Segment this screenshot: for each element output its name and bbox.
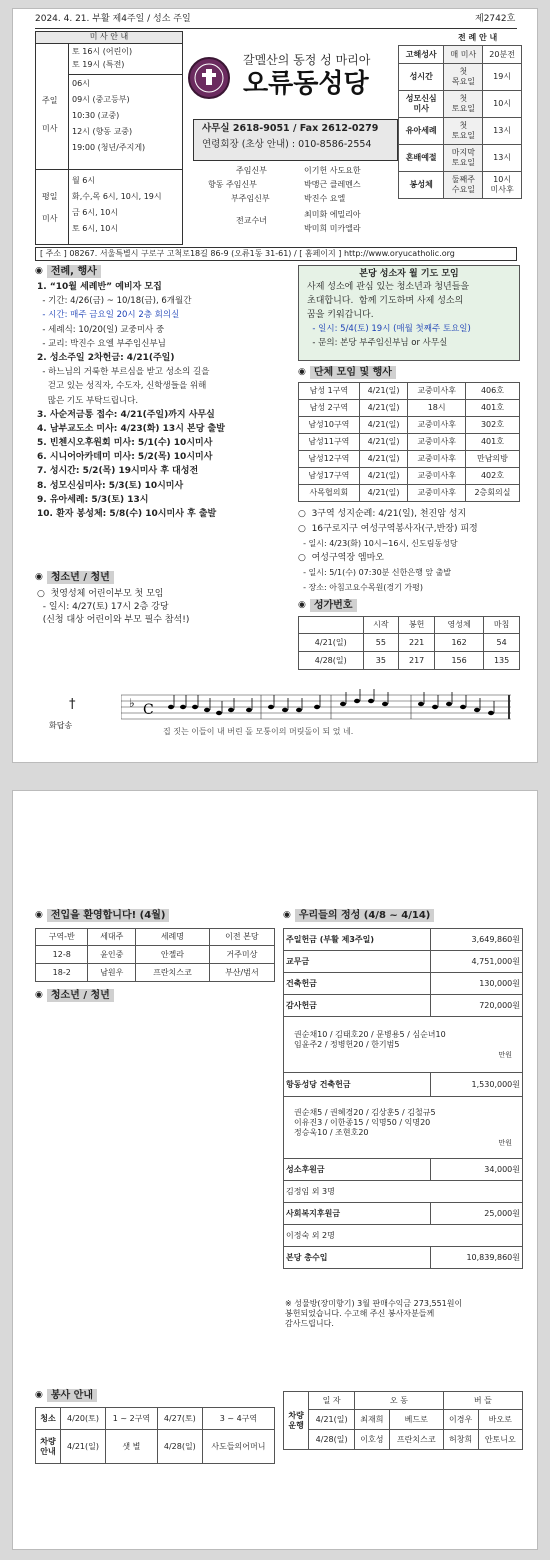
hymn-cell: 221: [399, 634, 435, 652]
liturgy-item: 6. 시니어아카데미 미사: 5/2(목) 10시미사: [37, 452, 213, 463]
section-bullet-icon: ◉: [35, 572, 43, 582]
group-extra-item: ○ 16구로지구 여성구역봉사자(구,반장) 피정: [298, 523, 478, 534]
section-bullet-icon: ◉: [35, 910, 43, 920]
flat-icon: ♭: [129, 696, 135, 710]
music-note: [368, 699, 374, 703]
youth2-title: 청소년 / 청년: [47, 989, 114, 1002]
liturgy-item: 8. 성모신심미사: 5/3(토) 10시미사: [37, 480, 184, 491]
group-cell: 남성12구역: [299, 451, 360, 468]
group-cell: 4/21(일): [359, 434, 408, 451]
liturgy-item: 4. 남부교도소 미사: 4/23(화) 13시 본당 출발: [37, 423, 225, 434]
music-note: [382, 702, 388, 706]
sun-mass-3: 10:30 (교중): [72, 111, 120, 120]
weekday-mass-label: 미사: [42, 214, 58, 223]
hymn-cell: 4/21(일): [299, 634, 364, 652]
worship-cell: 성시간: [399, 64, 444, 91]
music-note: [314, 705, 320, 709]
music-note: [180, 705, 186, 709]
group-extra-item: - 일시: 5/1(수) 07:30분 신한은행 앞 출발: [298, 568, 452, 577]
psalm-staff: [121, 689, 513, 731]
sat-mass-1: 토 16시 (어린이): [72, 47, 133, 56]
music-note: [340, 702, 346, 706]
hymn-cell: 156: [435, 652, 484, 670]
worship-cell: 첫 토요일: [444, 118, 483, 145]
section-bullet-icon: ◉: [35, 1390, 43, 1400]
bulletin-date: 2024. 4. 21. 부활 제4주일 / 성소 주일: [35, 14, 191, 24]
build-donors-3: 정승욱10 / 조현호20: [294, 1127, 369, 1137]
groups-table: [298, 382, 520, 502]
liturgy-title: 전례, 행사: [47, 265, 101, 278]
welfare-label: 사회복지후원금: [284, 1203, 431, 1225]
hymn-head: 봉헌: [399, 617, 435, 634]
vocation-donors: 김정임 외 3명: [284, 1181, 523, 1203]
liturgy-item: - 하느님의 거룩한 부르심을 받고 성소의 길을: [37, 367, 210, 378]
music-note: [204, 708, 210, 712]
hymns-table: [298, 616, 520, 670]
worship-cell: 20분전: [483, 46, 522, 64]
service-header: [35, 1389, 97, 1402]
worship-cell: 13시: [483, 145, 522, 172]
hymn-cell: 55: [363, 634, 399, 652]
worship-cell: 10시 미사후: [483, 172, 522, 199]
hymn-head: 시작: [363, 617, 399, 634]
hymn-cell: 4/28(일): [299, 652, 364, 670]
mass-schedule: [35, 31, 183, 245]
group-cell: 사목협의회: [299, 485, 360, 502]
worship-cell: 13시: [483, 118, 522, 145]
hymns-title: 성가번호: [310, 599, 357, 612]
group-cell: 4/21(일): [359, 417, 408, 434]
section-bullet-icon: ◉: [298, 600, 306, 610]
group-cell: 남성17구역: [299, 468, 360, 485]
group-cell: 401호: [465, 400, 519, 417]
group-cell: 2층회의실: [465, 485, 519, 502]
music-note: [446, 702, 452, 706]
group-extra-item: - 일시: 4/23(화) 10시~16시, 신도림동성당: [298, 539, 458, 548]
hymn-head: [299, 617, 364, 634]
welcome-head: 이전 본당: [209, 929, 274, 946]
worship-cell: 10시: [483, 91, 522, 118]
psalm-lyrics: 집 짓는 이들이 내 버린 돌 모퉁이의 머릿돌이 되 었 네.: [163, 727, 354, 736]
group-cell: 남성11구역: [299, 434, 360, 451]
music-note: [354, 699, 360, 703]
svc-r1-c4: 3 ~ 4구역: [202, 1408, 274, 1430]
parish-logo: [188, 57, 230, 99]
group-cell: 401호: [465, 434, 519, 451]
youth-item: - 일시: 4/27(토) 17시 2층 강당: [37, 602, 169, 612]
vehicle-table: [283, 1391, 523, 1450]
sunday-label: 주일: [42, 96, 58, 105]
hymn-head: 마침: [484, 617, 520, 634]
hymns-header: [298, 599, 357, 612]
prayer-title: 본당 성소자 월 기도 모임: [359, 269, 459, 279]
sun-mass-4: 12시 (향동 교중): [72, 127, 133, 136]
group-extra-item: ○ 3구역 성지순례: 4/21(일), 천진암 성지: [298, 509, 467, 519]
youth-list: [37, 589, 189, 628]
sunday-offering-label: 주일헌금 (부활 제3주일): [284, 929, 431, 951]
prayer-line: - 일시: 5/4(토) 19시 (매월 첫째주 토요일): [307, 324, 471, 334]
welcome-cell: 부산/범서: [209, 964, 274, 982]
thanks-amount: 720,000원: [430, 995, 522, 1017]
music-note: [168, 705, 174, 709]
bulletin-page-2: [12, 790, 538, 1550]
won-unit: 만원: [498, 1138, 512, 1147]
welcome-head: 세대주: [88, 929, 136, 946]
parish-emblem-icon: [190, 59, 228, 97]
offering-title: 우리들의 정성 (4/8 ~ 4/14): [295, 909, 435, 922]
group-cell: 교중미사후: [408, 485, 466, 502]
thanks-donors-2: 임윤주2 / 정병헌20 / 한기범5: [294, 1039, 400, 1049]
welcome-cell: 윤인중: [88, 946, 136, 964]
group-cell: 4/21(일): [359, 468, 408, 485]
liturgy-item: 2. 성소주일 2차헌금: 4/21(주일): [37, 352, 175, 363]
section-bullet-icon: ◉: [35, 266, 43, 276]
clergy-role-4: 전교수녀: [236, 216, 267, 225]
sun-mass-1: 06시: [72, 79, 90, 88]
music-note: [216, 711, 222, 715]
music-note: [192, 705, 198, 709]
service-table: [35, 1407, 275, 1464]
liturgy-item: 5. 빈첸시오후원회 미사: 5/1(수) 10시미사: [37, 438, 213, 449]
common-time-icon: C: [143, 702, 154, 718]
weekday-mon: 월 6시: [72, 176, 96, 185]
vh-r1-c1: 4/21(일): [309, 1410, 355, 1430]
liturgy-item: - 시간: 매주 금요일 20시 2층 회의실: [37, 310, 180, 321]
group-extra-item: - 장소: 아침고요수목원(경기 가평): [298, 582, 424, 592]
parish-motto: 갈멜산의 동정 성 마리아: [243, 53, 371, 67]
liturgy-item: 9. 유아세례: 5/3(토) 13시: [37, 494, 149, 505]
svc-r2-c3: 4/28(일): [157, 1430, 202, 1464]
welcome-cell: 프란치스코: [136, 964, 210, 982]
sun-mass-2: 09시 (중고등부): [72, 95, 130, 104]
group-cell: 남성 1구역: [299, 383, 360, 400]
music-note: [268, 705, 274, 709]
vehicle-label: 차량 운행: [284, 1392, 309, 1450]
cross-icon: †: [69, 697, 76, 712]
group-cell: 402호: [465, 468, 519, 485]
group-cell: 교중미사후: [408, 451, 466, 468]
prayer-line: - 문의: 본당 부주임신부님 or 사무실: [307, 338, 448, 348]
group-cell: 교중미사후: [408, 434, 466, 451]
psalm-label: 화답송: [49, 721, 73, 730]
worship-cell: 매 미사: [444, 46, 483, 64]
clergy-name-2: 박맹근 클레멘스: [304, 180, 361, 189]
youth-item: ○ 첫영성체 어린이부모 첫 모임: [37, 589, 164, 599]
vh-r2-c3: 프란치스코: [389, 1430, 443, 1450]
group-cell: 교중미사후: [408, 417, 466, 434]
clergy-role-2: 향동 주임신부: [208, 180, 257, 189]
service-title: 봉사 안내: [47, 1389, 97, 1402]
liturgy-item: 7. 성시간: 5/2(목) 19시미사 후 대성전: [37, 466, 199, 477]
svc-r1-c3: 4/27(토): [157, 1408, 202, 1430]
guide-label: 차량 안내: [36, 1430, 61, 1464]
welfare-donors: 이정숙 외 2명: [284, 1225, 523, 1247]
build-donors-2: 이유진3 / 이한종15 / 익명50 / 익명20: [294, 1117, 431, 1127]
vh-r1-c5: 바오로: [478, 1410, 522, 1430]
weekday-fri: 금 6시, 10시: [72, 208, 119, 217]
vh-r1-c4: 이경우: [443, 1410, 478, 1430]
build-donors-1: 권순채5 / 권혜경20 / 김상훈5 / 김철규5: [294, 1107, 436, 1117]
clergy-name-4: 최미화 에밀리아: [304, 210, 361, 219]
vh-date: 일 자: [309, 1392, 355, 1410]
worship-cell: 19시: [483, 64, 522, 91]
groups-header: [298, 366, 396, 379]
offering-note: [285, 1299, 462, 1329]
mass-schedule-title: 미 사 안 내: [36, 32, 182, 44]
vh-beodeul: 버 들: [443, 1392, 522, 1410]
youth2-header: [35, 989, 114, 1002]
building-amount: 130,000원: [430, 973, 522, 995]
weekday-label: 평일: [42, 192, 58, 201]
hymn-head: 영성체: [435, 617, 484, 634]
clean-label: 청소: [36, 1408, 61, 1430]
bulletin-page-1: [12, 8, 538, 763]
worship-cell: 첫 목요일: [444, 64, 483, 91]
building-label: 건축헌금: [284, 973, 431, 995]
funeral-contact: 연령회장 (초상 안내) : 010-8586-2554: [202, 139, 372, 150]
groups-extra: [298, 509, 478, 596]
vh-r2-c5: 안토니오: [478, 1430, 522, 1450]
hymn-cell: 162: [435, 634, 484, 652]
prayer-meeting-box: [298, 265, 520, 361]
welcome-header: [35, 909, 169, 922]
offering-table: [283, 928, 523, 1269]
section-bullet-icon: ◉: [283, 910, 291, 920]
sun-mass-5: 19:00 (청년/주지게): [72, 143, 146, 152]
vh-r2-c2: 이호성: [354, 1430, 389, 1450]
vh-r2-c1: 4/28(일): [309, 1430, 355, 1450]
group-cell: 교중미사후: [408, 383, 466, 400]
music-note: [246, 708, 252, 712]
hymn-cell: 135: [484, 652, 520, 670]
clergy-role-3: 부주임신부: [231, 194, 270, 203]
liturgy-item: 많은 기도 부탁드립니다.: [37, 395, 139, 406]
hangdong-label: 항동성당 건축헌금: [284, 1073, 431, 1097]
section-bullet-icon: ◉: [35, 990, 43, 1000]
sat-mass-2: 토 19시 (특전): [72, 60, 125, 69]
worship-cell: 마지막 토요일: [444, 145, 483, 172]
thanks-donors-1: 권순채10 / 김태호20 / 문병용5 / 심순녀10: [294, 1029, 446, 1039]
note-line-1: ※ 성물방(장미향기) 3월 판매수익금 273,551원이: [285, 1299, 463, 1308]
offering-header: [283, 909, 434, 922]
group-cell: 교중미사후: [408, 468, 466, 485]
total-label: 본당 총수입: [284, 1247, 431, 1269]
youth-item: (신청 대상 어린이와 부모 필수 참석!): [37, 615, 190, 625]
parish-name: 오류동성당: [243, 69, 369, 99]
group-cell: 만남의방: [465, 451, 519, 468]
prayer-line: 초대합니다. 함께 기도하며 사제 성소의: [307, 296, 464, 306]
group-cell: 406호: [465, 383, 519, 400]
welcome-cell: 안젤라: [136, 946, 210, 964]
worship-cell: 유아세례: [399, 118, 444, 145]
vh-r1-c2: 최재희: [354, 1410, 389, 1430]
group-cell: 4/21(일): [359, 451, 408, 468]
music-note: [282, 708, 288, 712]
group-cell: 남성 2구역: [299, 400, 360, 417]
parish-address: [ 주소 ] 08267. 서울특별시 구로구 고척로18길 86-9 (오류1동 31-61) / [ 홈페이지 ] http://www.oryucatholic.org: [35, 247, 517, 261]
clergy-name-1: 이기헌 사도요한: [304, 166, 361, 175]
welcome-head: 세례명: [136, 929, 210, 946]
liturgy-item: 10. 환자 봉성체: 5/8(수) 10시미사 후 출발: [37, 509, 217, 519]
prayer-line: 사제 성소에 관심 있는 청소년과 청년들을: [307, 282, 470, 292]
group-cell: 18시: [408, 400, 466, 417]
worship-title: 전 례 안 내: [458, 33, 498, 42]
youth-title: 청소년 / 청년: [47, 571, 114, 584]
svc-r2-c2: 샛 별: [106, 1430, 158, 1464]
note-line-2: 봉헌되었습니다. 수고해 주신 봉사자분들께: [285, 1309, 435, 1318]
vocation-amount: 34,000원: [430, 1159, 522, 1181]
worship-cell: 첫 토요일: [444, 91, 483, 118]
welcome-cell: 18-2: [36, 964, 88, 982]
welcome-head: 구역-반: [36, 929, 88, 946]
music-note: [432, 705, 438, 709]
worship-cell: 둘째주 수요일: [444, 172, 483, 199]
note-line-3: 감사드립니다.: [285, 1319, 334, 1328]
welcome-cell: 거주미상: [209, 946, 274, 964]
group-cell: 4/21(일): [359, 400, 408, 417]
worship-cell: 봉성체: [399, 172, 444, 199]
section-bullet-icon: ◉: [298, 367, 306, 377]
thanks-label: 감사헌금: [284, 995, 431, 1017]
group-cell: 4/21(일): [359, 383, 408, 400]
mass-label: 미사: [42, 124, 58, 133]
music-note: [460, 705, 466, 709]
vocation-label: 성소후원금: [284, 1159, 431, 1181]
worship-cell: 고해성사: [399, 46, 444, 64]
issue-number: 제2742호: [475, 14, 516, 24]
worship-table: [398, 45, 522, 199]
vh-odong: 오 동: [354, 1392, 443, 1410]
welcome-title: 전입을 환영합니다! (4월): [47, 909, 170, 922]
liturgy-item: 걷고 있는 성직자, 수도자, 신학생들을 위해: [37, 381, 207, 392]
welcome-cell: 12-8: [36, 946, 88, 964]
hymn-cell: 54: [484, 634, 520, 652]
welcome-table: [35, 928, 275, 982]
weekday-tue-thu: 화,수,목 6시, 10시, 19시: [72, 192, 162, 201]
welcome-cell: 남원우: [88, 964, 136, 982]
liturgy-list: [37, 282, 225, 523]
youth-header: [35, 571, 114, 584]
group-extra-item: ○ 여성구역장 엠마오: [298, 552, 384, 563]
svc-r2-c1: 4/21(일): [60, 1430, 105, 1464]
svc-r2-c4: 사도들의어머니: [202, 1430, 274, 1464]
welfare-amount: 25,000원: [430, 1203, 522, 1225]
contact-box: [193, 119, 398, 161]
music-note: [228, 708, 234, 712]
worship-cell: 성모신심 미사: [399, 91, 444, 118]
liturgy-item: - 세례식: 10/20(일) 교중미사 중: [37, 324, 165, 335]
liturgy-item: 3. 사순저금통 접수: 4/21(주일)까지 사무실: [37, 409, 215, 420]
vh-r2-c4: 허창희: [443, 1430, 478, 1450]
total-amount: 10,839,860원: [430, 1247, 522, 1269]
clergy-name-5: 박미희 미카엘라: [304, 224, 361, 233]
music-note: [418, 702, 424, 706]
liturgy-item: - 기간: 4/26(금) ~ 10/18(금), 6개월간: [37, 296, 192, 307]
hymn-cell: 35: [363, 652, 399, 670]
worship-cell: 혼배예절: [399, 145, 444, 172]
music-note: [488, 711, 494, 715]
svc-r1-c1: 4/20(토): [60, 1408, 105, 1430]
svc-r1-c2: 1 ~ 2구역: [106, 1408, 158, 1430]
office-phone: 사무실 2618-9051 / Fax 2612-0279: [202, 123, 379, 134]
group-cell: 4/21(일): [359, 485, 408, 502]
liturgy-item: - 교리: 박진수 요엘 부주임신부님: [37, 338, 166, 349]
hangdong-amount: 1,530,000원: [430, 1073, 522, 1097]
won-unit: 만원: [498, 1050, 512, 1059]
clergy-role-1: 주임신부: [236, 166, 267, 175]
dues-label: 교무금: [284, 951, 431, 973]
prayer-line: 꿈을 키워갑니다.: [307, 310, 374, 320]
sunday-offering-amount: 3,649,860원: [430, 929, 522, 951]
vh-r1-c3: 베드로: [389, 1410, 443, 1430]
hymn-cell: 217: [399, 652, 435, 670]
groups-title: 단체 모임 및 행사: [310, 366, 396, 379]
clergy-name-3: 박진수 요엘: [304, 194, 346, 203]
liturgy-header: [35, 265, 101, 278]
music-note: [474, 708, 480, 712]
group-cell: 남성10구역: [299, 417, 360, 434]
weekday-sat: 토 6시, 10시: [72, 224, 119, 233]
liturgy-item: 1. “10월 세례반” 예비자 모집: [37, 282, 162, 292]
group-cell: 302호: [465, 417, 519, 434]
dues-amount: 4,751,000원: [430, 951, 522, 973]
music-note: [296, 708, 302, 712]
